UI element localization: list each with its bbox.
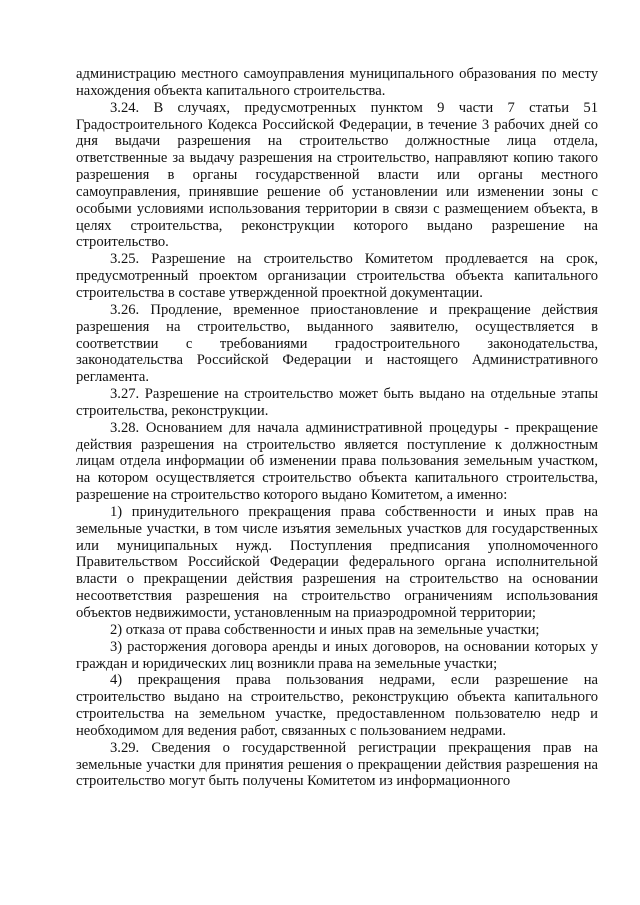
list-item-2: 2) отказа от права собственности и иных прав на земельные участки;: [110, 621, 540, 638]
paragraph-3-28: 3.28. Основанием для начала административной процедуры - прекращение действия разрешения на строительство является поступление к должностным лицам отдела информации об изменении права пользования земельным участком, на котором осуществляется строительство объекта капитального строительства, разрешение на строительство которого выдано Комитетом, а именно:: [76, 419, 598, 504]
paragraph-continuation: администрацию местного самоуправления муниципального образования по месту нахождения объекта капитального строительства.: [76, 66, 598, 99]
paragraph-3-29: 3.29. Сведения о государственной регистрации прекращения прав на земельные участки для принятия решения о прекращении действия разрешения на строительство могут быть получены Комитетом из информационного: [76, 739, 598, 790]
document-page: [76, 66, 598, 790]
list-item-1: 1) принудительного прекращения права собственности и иных прав на земельные участки, в том числе изъятия земельных участков для государственных или муниципальных нужд. Поступления предписания уполномоченного Правительством Российской Федерации федерального органа исполнительной власти о прекращении действия разрешения на строительство на основании несоответствия разрешения на строительство ограничениям использования объектов недвижимости, установленным на приаэродромной территории;: [76, 503, 598, 621]
paragraph-3-27: 3.27. Разрешение на строительство может быть выдано на отдельные этапы строительства, реконструкции.: [76, 386, 598, 419]
list-item-4: 4) прекращения права пользования недрами, если разрешение на строительство выдано на строительство, реконструкцию объекта капитального строительства на земельном участке, предоставленном пользователю недр и необходимом для ведения работ, связанных с пользованием недрами.: [76, 672, 598, 739]
paragraph-3-26: 3.26. Продление, временное приостановление и прекращение действия разрешения на строительство, выданного заявителю, осуществляется в соответствии с требованиями градостроительного законодательства, законодательства Российской Федерации и настоящего Административного регламента.: [76, 301, 598, 386]
paragraph-3-24: 3.24. В случаях, предусмотренных пунктом 9 части 7 статьи 51 Градостроительного Кодекса Российской Федерации, в течение 3 рабочих дней со дня выдачи разрешения на строительство должностные лица отдела, ответственные за выдачу разрешения на строительство, направляют копию такого разрешения в органы государственной власти или органы местного самоуправления, принявшие решение об установлении или изменении зоны с особыми условиями использования территории в связи с размещением объекта, в целях строительства, реконструкции которого выдано разрешение на строительство.: [76, 99, 598, 251]
list-item-3: 3) расторжения договора аренды и иных договоров, на основании которых у граждан и юридических лиц возникли права на земельные участки;: [76, 638, 598, 672]
paragraph-3-25: 3.25. Разрешение на строительство Комитетом продлевается на срок, предусмотренный проектом организации строительства объекта капитального строительства в составе утвержденной проектной документации.: [76, 251, 598, 301]
